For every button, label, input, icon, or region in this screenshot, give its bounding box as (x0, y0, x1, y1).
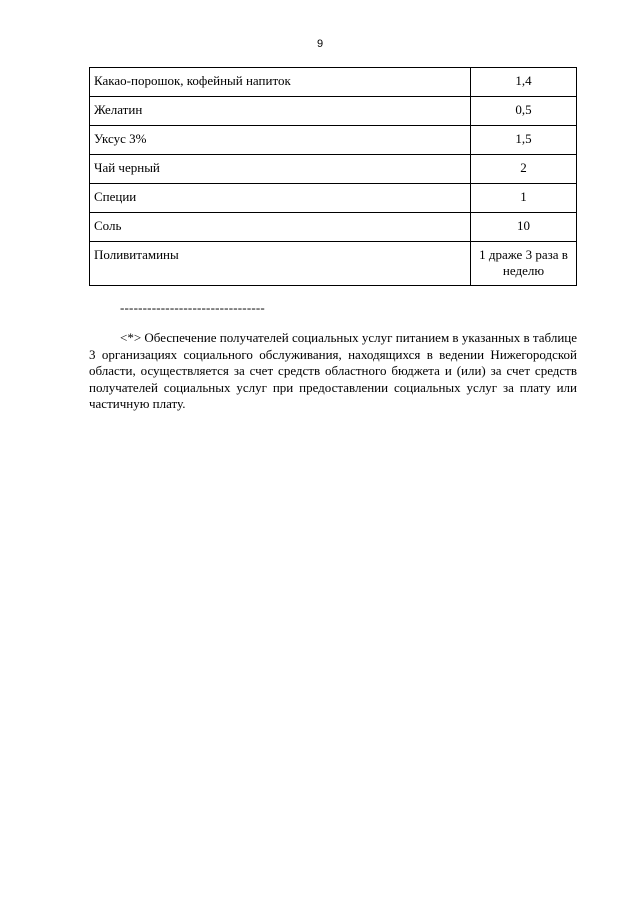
product-name-cell: Соль (90, 213, 471, 242)
product-name-cell: Уксус 3% (90, 126, 471, 155)
product-name-cell: Желатин (90, 97, 471, 126)
product-name-cell: Чай черный (90, 155, 471, 184)
norms-table (89, 67, 577, 286)
table-row (90, 155, 577, 184)
product-amount-cell: 10 (471, 213, 577, 242)
table-row (90, 242, 577, 286)
table-row (90, 126, 577, 155)
table-row (90, 68, 577, 97)
product-amount-cell: 2 (471, 155, 577, 184)
footnote-separator: -------------------------------- (120, 300, 265, 315)
product-amount-cell: 1,5 (471, 126, 577, 155)
product-amount-cell: 0,5 (471, 97, 577, 126)
page-number: 9 (316, 38, 324, 50)
table-row (90, 184, 577, 213)
product-name-cell: Специи (90, 184, 471, 213)
product-amount-cell: 1 (471, 184, 577, 213)
product-amount-cell: 1 драже 3 раза в неделю (471, 242, 577, 286)
product-name-cell: Поливитамины (90, 242, 471, 286)
table-row (90, 213, 577, 242)
table-row (90, 97, 577, 126)
product-amount-cell: 1,4 (471, 68, 577, 97)
product-name-cell: Какао-порошок, кофейный напиток (90, 68, 471, 97)
footnote-text: <*> Обеспечение получателей социальных услуг питанием в указанных в таблице 3 организациях социального обслуживания, находящихся в ведении Нижегородской области, осуществляется за счет средств областного бюджета и (или) за счет средств получателей социальных услуг при предоставлении социальных услуг за плату или частичную плату. (89, 330, 577, 411)
